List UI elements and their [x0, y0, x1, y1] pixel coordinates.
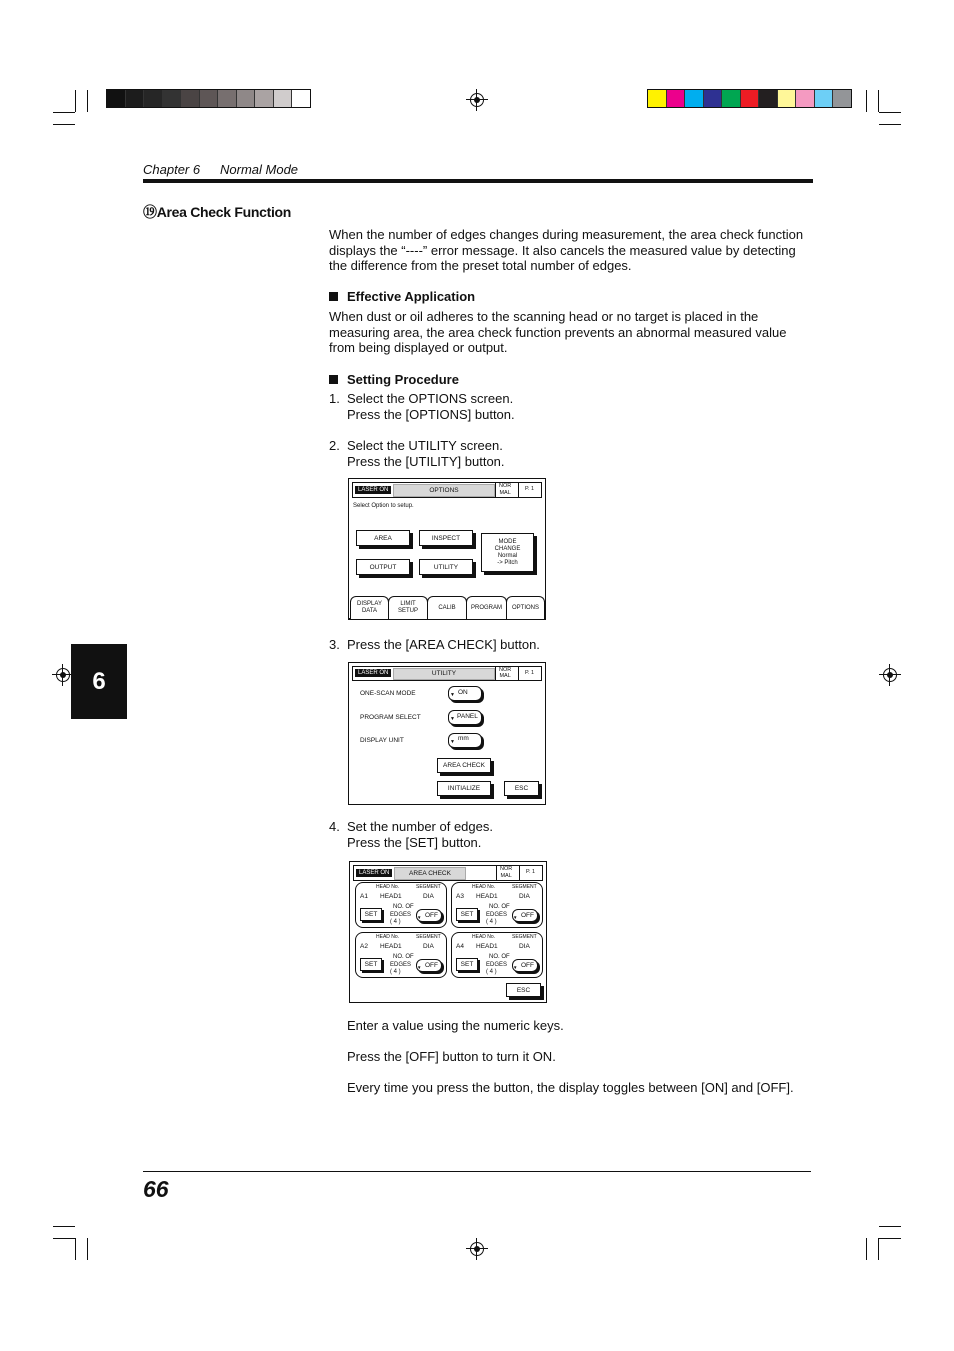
calibration-swatch [180, 90, 199, 107]
edges-label: NO. OF EDGES ( 4 ) [390, 904, 414, 925]
crop-mark [53, 1238, 75, 1239]
calibration-swatch [273, 90, 292, 107]
divider [496, 866, 497, 880]
segment-panel [451, 932, 543, 978]
intro-paragraph: When the number of edges changes during measurement, the area check function displays the “----” error message. It also cancels the measured value by detecting the difference from the preset total number of edges. [329, 227, 804, 274]
calibration-swatch [832, 90, 851, 107]
mode-change-button[interactable]: MODE CHANGE Normal -> Pitch [481, 533, 534, 572]
step-text: Press the [OPTIONS] button. [347, 407, 515, 422]
select-value: PANEL [457, 713, 478, 720]
crop-mark [75, 1238, 76, 1260]
calibration-swatch [795, 90, 814, 107]
status-bar [352, 482, 542, 498]
tab-program[interactable]: PROGRAM [466, 596, 507, 619]
screen-title: AREA CHECK [394, 867, 466, 880]
segment-value: DIA [519, 943, 530, 950]
esc-button[interactable]: ESC [506, 983, 541, 997]
divider [519, 866, 520, 880]
crop-mark [879, 1226, 901, 1227]
dropdown-arrow-icon: ▼ [513, 965, 518, 970]
crop-mark [75, 90, 76, 112]
segment-label: SEGMENT [416, 884, 441, 890]
calibration-swatch [143, 90, 162, 107]
divider [518, 483, 519, 497]
toggle-value: OFF [521, 911, 534, 919]
normal-indicator: NOR MAL [499, 483, 512, 496]
segment-label: SEGMENT [416, 934, 441, 940]
calibration-swatch [814, 90, 833, 107]
area-id: A3 [456, 893, 464, 900]
page-indicator: P. 1 [525, 486, 535, 492]
normal-indicator: NOR MAL [500, 866, 513, 879]
select-value: ON [458, 689, 468, 696]
calibration-swatch [162, 90, 181, 107]
display-unit-label: DISPLAY UNIT [360, 737, 404, 744]
calibration-swatch [684, 90, 703, 107]
divider [495, 483, 496, 497]
step-number: 3. [329, 637, 340, 652]
set-button[interactable]: SET [360, 908, 382, 921]
normal-indicator: NOR MAL [499, 667, 512, 679]
step-text: Press the [AREA CHECK] button. [347, 637, 540, 652]
toggle-value: OFF [425, 911, 438, 919]
divider [518, 667, 519, 680]
square-bullet-icon [329, 292, 338, 301]
one-scan-mode-label: ONE-SCAN MODE [360, 690, 416, 697]
screen-title: UTILITY [393, 668, 495, 680]
section-title [143, 202, 291, 222]
utility-button[interactable]: UTILITY [419, 559, 473, 575]
area-button[interactable]: AREA [356, 530, 410, 546]
segment-label: SEGMENT [512, 884, 537, 890]
calibration-swatch [666, 90, 685, 107]
calibration-swatch [740, 90, 759, 107]
color-calibration-bar [647, 89, 852, 108]
page-number: 66 [143, 1176, 169, 1202]
segment-value: DIA [423, 893, 434, 900]
segment-panel [355, 932, 447, 978]
page-indicator: P. 1 [526, 869, 536, 875]
effective-heading: Effective Application [329, 289, 475, 305]
calibration-swatch [107, 90, 125, 107]
select-value: mm [458, 735, 469, 742]
step-text: Press the [SET] button. [347, 835, 482, 850]
head-no-label: HEAD No. [376, 934, 400, 940]
calibration-swatch [199, 90, 218, 107]
edges-label: NO. OF EDGES ( 4 ) [486, 954, 510, 975]
chapter-label: Chapter 6 [143, 162, 201, 177]
calibration-swatch [125, 90, 144, 107]
off-toggle[interactable] [512, 909, 538, 922]
procedure-heading: Setting Procedure [329, 372, 459, 388]
head-no-label: HEAD No. [376, 884, 400, 890]
crop-mark [87, 1238, 88, 1260]
chapter-side-tab [71, 644, 127, 719]
crop-mark [53, 1226, 75, 1227]
dropdown-arrow-icon: ▼ [450, 692, 455, 698]
prompt-text: Select Option to setup. [353, 503, 414, 509]
off-toggle[interactable] [416, 959, 442, 972]
crop-mark [866, 90, 867, 112]
page-indicator: P. 1 [525, 670, 535, 676]
edges-label: NO. OF EDGES ( 4 ) [486, 904, 510, 925]
tab-display-data[interactable]: DISPLAY DATA [350, 596, 389, 619]
laser-indicator: LASER ON [356, 869, 392, 877]
crop-mark [866, 1238, 867, 1260]
area-check-button[interactable]: AREA CHECK [437, 758, 491, 773]
crop-mark [879, 112, 901, 113]
toggle-value: OFF [521, 961, 534, 969]
effective-paragraph: When dust or oil adheres to the scanning head or no target is placed in the measuring area, the area check function prevents an abnormal measured value from being displayed or output. [329, 309, 787, 356]
step-number: 2. [329, 438, 340, 453]
gray-calibration-bar [106, 89, 311, 108]
set-button[interactable]: SET [360, 958, 382, 971]
footer-rule [143, 1171, 811, 1172]
program-select-label: PROGRAM SELECT [360, 714, 421, 721]
crop-mark [879, 124, 901, 125]
head-value: HEAD1 [476, 893, 498, 900]
step-text: Select the UTILITY screen. [347, 438, 503, 453]
toggle-value: OFF [425, 961, 438, 969]
initialize-button[interactable]: INITIALIZE [437, 781, 491, 796]
crop-mark [87, 90, 88, 112]
segment-panel [355, 882, 447, 928]
set-button[interactable]: SET [456, 908, 478, 921]
note-text: Press the [OFF] button to turn it ON. [347, 1049, 556, 1064]
section-number: ⑲ [143, 204, 157, 220]
screen-title: OPTIONS [393, 484, 495, 497]
square-bullet-icon [329, 375, 338, 384]
crop-mark [878, 1238, 879, 1260]
head-value: HEAD1 [380, 893, 402, 900]
laser-indicator: LASER ON [355, 669, 391, 677]
status-bar [353, 865, 543, 881]
area-id: A1 [360, 893, 368, 900]
calibration-swatch [721, 90, 740, 107]
step-text: Set the number of edges. [347, 819, 493, 834]
area-id: A4 [456, 943, 464, 950]
utility-screen [348, 662, 546, 805]
inspect-button[interactable]: INSPECT [419, 530, 473, 546]
dropdown-arrow-icon: ▼ [450, 739, 455, 745]
calibration-swatch [758, 90, 777, 107]
registration-mark-icon [879, 664, 901, 686]
calibration-swatch [703, 90, 722, 107]
segment-label: SEGMENT [512, 934, 537, 940]
calibration-swatch [217, 90, 236, 107]
esc-button[interactable]: ESC [504, 781, 539, 796]
crop-mark [53, 124, 75, 125]
one-scan-mode-select[interactable] [448, 686, 482, 701]
step-text: Press the [UTILITY] button. [347, 454, 505, 469]
segment-value: DIA [519, 893, 530, 900]
display-unit-select[interactable] [448, 733, 482, 748]
note-text: Enter a value using the numeric keys. [347, 1018, 564, 1033]
head-no-label: HEAD No. [472, 934, 496, 940]
edges-label: NO. OF EDGES ( 4 ) [390, 954, 414, 975]
calibration-swatch [777, 90, 796, 107]
registration-mark-icon [466, 1238, 488, 1260]
area-check-screen [349, 861, 547, 1003]
status-bar [352, 666, 542, 681]
mode-label: Normal Mode [220, 162, 299, 177]
crop-mark [879, 1238, 901, 1239]
head-no-label: HEAD No. [472, 884, 496, 890]
calibration-swatch [648, 90, 666, 107]
step-number: 4. [329, 819, 340, 834]
chapter-side-tab-number: 6 [92, 667, 106, 695]
set-button[interactable]: SET [456, 958, 478, 971]
segment-panel [451, 882, 543, 928]
dropdown-arrow-icon: ▼ [417, 915, 422, 920]
header-rule [143, 179, 813, 183]
head-value: HEAD1 [380, 943, 402, 950]
crop-mark [53, 112, 75, 113]
options-screen [348, 478, 546, 620]
head-value: HEAD1 [476, 943, 498, 950]
output-button[interactable]: OUTPUT [356, 559, 410, 575]
laser-indicator: LASER ON [355, 486, 391, 494]
registration-mark-icon [466, 89, 488, 111]
step-text: Select the OPTIONS screen. [347, 391, 514, 406]
calibration-swatch [254, 90, 273, 107]
dropdown-arrow-icon: ▼ [450, 716, 455, 722]
off-toggle[interactable] [512, 959, 538, 972]
section-title-text: Area Check Function [156, 204, 292, 220]
tab-options[interactable]: OPTIONS [506, 596, 545, 619]
calibration-swatch [236, 90, 255, 107]
calibration-swatch [291, 90, 310, 107]
segment-value: DIA [423, 943, 434, 950]
note-text: Every time you press the button, the display toggles between [ON] and [OFF]. [347, 1080, 794, 1095]
area-id: A2 [360, 943, 368, 950]
divider [495, 667, 496, 680]
program-select-select[interactable] [448, 710, 482, 725]
crop-mark [878, 90, 879, 112]
dropdown-arrow-icon: ▼ [513, 915, 518, 920]
dropdown-arrow-icon: ▼ [417, 965, 422, 970]
step-number: 1. [329, 391, 340, 406]
off-toggle[interactable] [416, 909, 442, 922]
tab-calib[interactable]: CALIB [427, 596, 467, 619]
tab-limit-setup[interactable]: LIMIT SETUP [388, 596, 428, 619]
